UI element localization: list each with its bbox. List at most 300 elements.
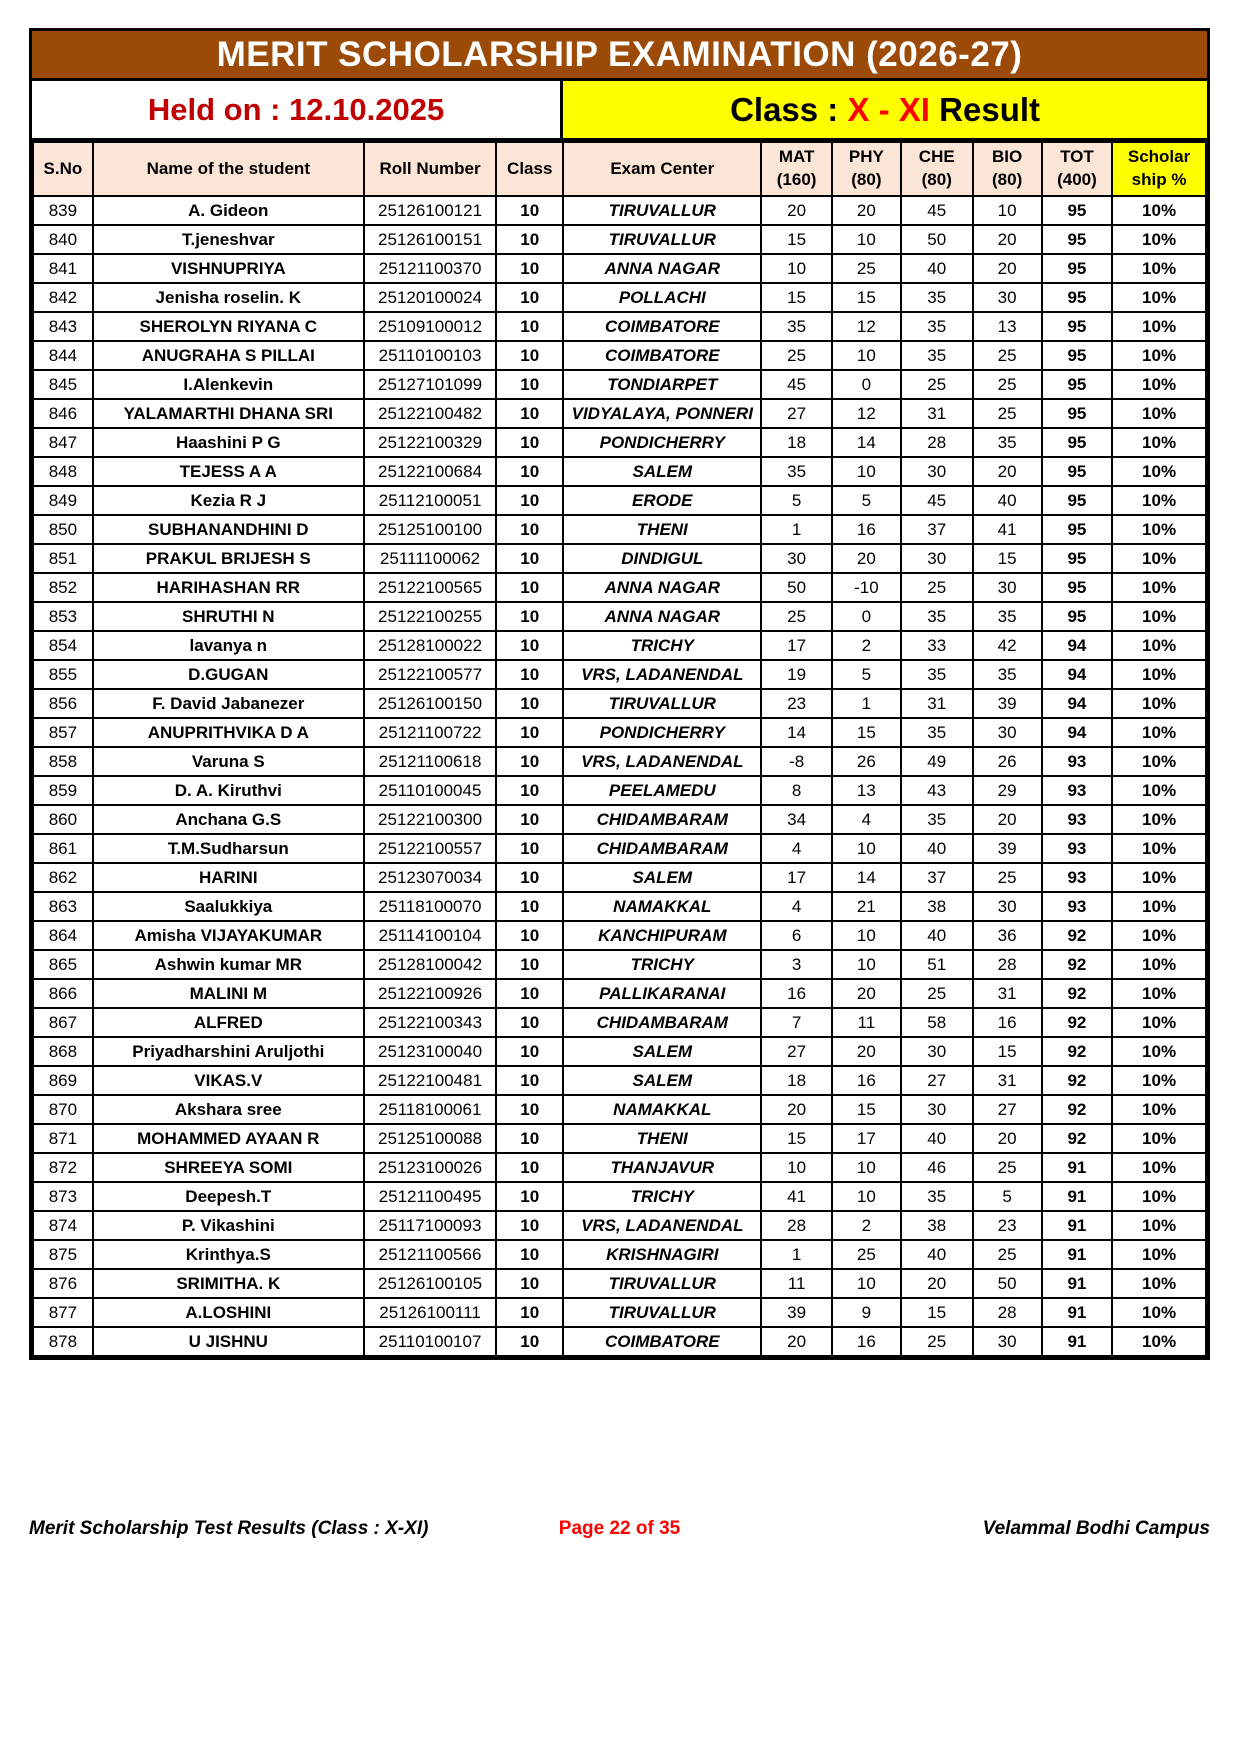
cell-scholarship-percent: 10% bbox=[1112, 892, 1206, 921]
cell-roll-number: 25122100481 bbox=[364, 1066, 497, 1095]
cell-exam-center: KANCHIPURAM bbox=[563, 921, 761, 950]
cell-sno: 868 bbox=[33, 1037, 93, 1066]
cell-bio-score: 36 bbox=[973, 921, 1042, 950]
cell-scholarship-percent: 10% bbox=[1112, 1182, 1206, 1211]
cell-bio-score: 25 bbox=[973, 863, 1042, 892]
table-row bbox=[33, 341, 1206, 370]
cell-mat-score: 6 bbox=[761, 921, 831, 950]
table-row bbox=[33, 428, 1206, 457]
cell-total-score: 91 bbox=[1042, 1327, 1112, 1356]
cell-sno: 863 bbox=[33, 892, 93, 921]
header-bio: BIO (80) bbox=[973, 142, 1042, 196]
cell-bio-score: 50 bbox=[973, 1269, 1042, 1298]
cell-scholarship-percent: 10% bbox=[1112, 1037, 1206, 1066]
cell-student-name: Jenisha roselin. K bbox=[93, 283, 364, 312]
cell-exam-center: CHIDAMBARAM bbox=[563, 834, 761, 863]
cell-sno: 859 bbox=[33, 776, 93, 805]
cell-student-name: D. A. Kiruthvi bbox=[93, 776, 364, 805]
header-row bbox=[33, 142, 1206, 196]
cell-class: 10 bbox=[496, 602, 563, 631]
table-row bbox=[33, 776, 1206, 805]
cell-bio-score: 16 bbox=[973, 1008, 1042, 1037]
cell-bio-score: 20 bbox=[973, 254, 1042, 283]
cell-roll-number: 25122100565 bbox=[364, 573, 497, 602]
cell-roll-number: 25120100024 bbox=[364, 283, 497, 312]
cell-che-score: 45 bbox=[901, 196, 973, 225]
cell-mat-score: 4 bbox=[761, 892, 831, 921]
cell-roll-number: 25125100100 bbox=[364, 515, 497, 544]
cell-scholarship-percent: 10% bbox=[1112, 225, 1206, 254]
cell-phy-score: 10 bbox=[832, 341, 901, 370]
cell-che-score: 35 bbox=[901, 602, 973, 631]
cell-class: 10 bbox=[496, 660, 563, 689]
cell-class: 10 bbox=[496, 1240, 563, 1269]
cell-exam-center: ANNA NAGAR bbox=[563, 573, 761, 602]
cell-class: 10 bbox=[496, 689, 563, 718]
cell-total-score: 91 bbox=[1042, 1153, 1112, 1182]
cell-student-name: Krinthya.S bbox=[93, 1240, 364, 1269]
cell-bio-score: 41 bbox=[973, 515, 1042, 544]
cell-sno: 858 bbox=[33, 747, 93, 776]
cell-roll-number: 25122100577 bbox=[364, 660, 497, 689]
cell-scholarship-percent: 10% bbox=[1112, 196, 1206, 225]
cell-roll-number: 25122100684 bbox=[364, 457, 497, 486]
cell-total-score: 93 bbox=[1042, 834, 1112, 863]
cell-total-score: 93 bbox=[1042, 892, 1112, 921]
cell-roll-number: 25110100107 bbox=[364, 1327, 497, 1356]
cell-exam-center: TRICHY bbox=[563, 950, 761, 979]
cell-che-score: 30 bbox=[901, 457, 973, 486]
table-row bbox=[33, 631, 1206, 660]
cell-student-name: T.M.Sudharsun bbox=[93, 834, 364, 863]
cell-bio-score: 28 bbox=[973, 1298, 1042, 1327]
cell-class: 10 bbox=[496, 892, 563, 921]
cell-scholarship-percent: 10% bbox=[1112, 602, 1206, 631]
cell-student-name: Deepesh.T bbox=[93, 1182, 364, 1211]
cell-mat-score: 35 bbox=[761, 312, 831, 341]
cell-class: 10 bbox=[496, 979, 563, 1008]
cell-class: 10 bbox=[496, 1008, 563, 1037]
cell-class: 10 bbox=[496, 1269, 563, 1298]
table-row bbox=[33, 1211, 1206, 1240]
cell-class: 10 bbox=[496, 1327, 563, 1356]
cell-che-score: 40 bbox=[901, 921, 973, 950]
cell-total-score: 95 bbox=[1042, 254, 1112, 283]
cell-sno: 871 bbox=[33, 1124, 93, 1153]
cell-bio-score: 27 bbox=[973, 1095, 1042, 1124]
cell-mat-score: 10 bbox=[761, 254, 831, 283]
header-exam-center: Exam Center bbox=[563, 142, 761, 196]
cell-sno: 839 bbox=[33, 196, 93, 225]
cell-sno: 840 bbox=[33, 225, 93, 254]
cell-sno: 869 bbox=[33, 1066, 93, 1095]
cell-scholarship-percent: 10% bbox=[1112, 544, 1206, 573]
results-table bbox=[32, 141, 1207, 1357]
cell-mat-score: 17 bbox=[761, 863, 831, 892]
table-row bbox=[33, 1066, 1206, 1095]
cell-roll-number: 25122100343 bbox=[364, 1008, 497, 1037]
cell-che-score: 31 bbox=[901, 689, 973, 718]
cell-bio-score: 25 bbox=[973, 1153, 1042, 1182]
cell-total-score: 92 bbox=[1042, 950, 1112, 979]
cell-student-name: SUBHANANDHINI D bbox=[93, 515, 364, 544]
cell-che-score: 58 bbox=[901, 1008, 973, 1037]
cell-scholarship-percent: 10% bbox=[1112, 341, 1206, 370]
cell-student-name: SHEROLYN RIYANA C bbox=[93, 312, 364, 341]
header-mat: MAT (160) bbox=[761, 142, 831, 196]
cell-total-score: 95 bbox=[1042, 399, 1112, 428]
cell-roll-number: 25110100103 bbox=[364, 341, 497, 370]
cell-class: 10 bbox=[496, 950, 563, 979]
cell-bio-score: 30 bbox=[973, 718, 1042, 747]
cell-total-score: 91 bbox=[1042, 1182, 1112, 1211]
cell-total-score: 91 bbox=[1042, 1240, 1112, 1269]
cell-class: 10 bbox=[496, 486, 563, 515]
cell-class: 10 bbox=[496, 283, 563, 312]
cell-sno: 843 bbox=[33, 312, 93, 341]
cell-scholarship-percent: 10% bbox=[1112, 428, 1206, 457]
table-row bbox=[33, 1298, 1206, 1327]
cell-class: 10 bbox=[496, 776, 563, 805]
cell-phy-score: 0 bbox=[832, 370, 901, 399]
cell-bio-score: 23 bbox=[973, 1211, 1042, 1240]
cell-phy-score: 2 bbox=[832, 631, 901, 660]
cell-bio-score: 5 bbox=[973, 1182, 1042, 1211]
cell-sno: 845 bbox=[33, 370, 93, 399]
cell-bio-score: 30 bbox=[973, 892, 1042, 921]
cell-roll-number: 25121100618 bbox=[364, 747, 497, 776]
cell-roll-number: 25127101099 bbox=[364, 370, 497, 399]
title-bar bbox=[32, 31, 1207, 81]
header-che: CHE (80) bbox=[901, 142, 973, 196]
cell-exam-center: NAMAKKAL bbox=[563, 1095, 761, 1124]
cell-student-name: lavanya n bbox=[93, 631, 364, 660]
cell-exam-center: NAMAKKAL bbox=[563, 892, 761, 921]
cell-che-score: 37 bbox=[901, 863, 973, 892]
cell-che-score: 35 bbox=[901, 660, 973, 689]
cell-che-score: 38 bbox=[901, 1211, 973, 1240]
cell-scholarship-percent: 10% bbox=[1112, 486, 1206, 515]
results-sheet bbox=[29, 28, 1210, 1360]
table-row bbox=[33, 196, 1206, 225]
cell-roll-number: 25118100070 bbox=[364, 892, 497, 921]
cell-phy-score: 16 bbox=[832, 515, 901, 544]
cell-sno: 851 bbox=[33, 544, 93, 573]
cell-mat-score: 25 bbox=[761, 341, 831, 370]
cell-roll-number: 25122100329 bbox=[364, 428, 497, 457]
cell-total-score: 95 bbox=[1042, 457, 1112, 486]
cell-exam-center: ERODE bbox=[563, 486, 761, 515]
cell-student-name: Anchana G.S bbox=[93, 805, 364, 834]
cell-sno: 877 bbox=[33, 1298, 93, 1327]
cell-class: 10 bbox=[496, 718, 563, 747]
cell-mat-score: 18 bbox=[761, 1066, 831, 1095]
cell-scholarship-percent: 10% bbox=[1112, 776, 1206, 805]
cell-mat-score: 1 bbox=[761, 515, 831, 544]
cell-class: 10 bbox=[496, 1211, 563, 1240]
cell-scholarship-percent: 10% bbox=[1112, 747, 1206, 776]
cell-phy-score: 15 bbox=[832, 718, 901, 747]
cell-phy-score: 20 bbox=[832, 979, 901, 1008]
cell-roll-number: 25121100495 bbox=[364, 1182, 497, 1211]
cell-scholarship-percent: 10% bbox=[1112, 457, 1206, 486]
cell-mat-score: 30 bbox=[761, 544, 831, 573]
cell-roll-number: 25122100482 bbox=[364, 399, 497, 428]
cell-che-score: 20 bbox=[901, 1269, 973, 1298]
cell-bio-score: 40 bbox=[973, 486, 1042, 515]
cell-roll-number: 25122100557 bbox=[364, 834, 497, 863]
cell-bio-score: 29 bbox=[973, 776, 1042, 805]
cell-exam-center: SALEM bbox=[563, 1037, 761, 1066]
cell-sno: 848 bbox=[33, 457, 93, 486]
cell-sno: 849 bbox=[33, 486, 93, 515]
cell-che-score: 40 bbox=[901, 1240, 973, 1269]
cell-class: 10 bbox=[496, 399, 563, 428]
table-row bbox=[33, 834, 1206, 863]
cell-che-score: 30 bbox=[901, 544, 973, 573]
cell-class: 10 bbox=[496, 805, 563, 834]
class-result-highlight: X - XI bbox=[847, 90, 930, 128]
held-on-cell bbox=[32, 81, 563, 138]
cell-phy-score: 25 bbox=[832, 1240, 901, 1269]
cell-exam-center: THENI bbox=[563, 1124, 761, 1153]
cell-exam-center: VRS, LADANENDAL bbox=[563, 660, 761, 689]
cell-che-score: 25 bbox=[901, 1327, 973, 1356]
cell-bio-score: 25 bbox=[973, 341, 1042, 370]
cell-phy-score: 15 bbox=[832, 1095, 901, 1124]
cell-bio-score: 25 bbox=[973, 399, 1042, 428]
cell-scholarship-percent: 10% bbox=[1112, 689, 1206, 718]
cell-roll-number: 25110100045 bbox=[364, 776, 497, 805]
cell-sno: 873 bbox=[33, 1182, 93, 1211]
cell-student-name: HARINI bbox=[93, 863, 364, 892]
table-row bbox=[33, 718, 1206, 747]
cell-total-score: 95 bbox=[1042, 573, 1112, 602]
cell-exam-center: PONDICHERRY bbox=[563, 718, 761, 747]
cell-che-score: 40 bbox=[901, 1124, 973, 1153]
cell-total-score: 95 bbox=[1042, 602, 1112, 631]
cell-student-name: SHREEYA SOMI bbox=[93, 1153, 364, 1182]
cell-class: 10 bbox=[496, 1095, 563, 1124]
cell-phy-score: 21 bbox=[832, 892, 901, 921]
cell-total-score: 91 bbox=[1042, 1211, 1112, 1240]
cell-scholarship-percent: 10% bbox=[1112, 283, 1206, 312]
sub-header-row bbox=[32, 81, 1207, 141]
cell-total-score: 95 bbox=[1042, 341, 1112, 370]
cell-sno: 854 bbox=[33, 631, 93, 660]
cell-che-score: 37 bbox=[901, 515, 973, 544]
cell-class: 10 bbox=[496, 370, 563, 399]
cell-che-score: 40 bbox=[901, 254, 973, 283]
cell-sno: 855 bbox=[33, 660, 93, 689]
cell-roll-number: 25128100042 bbox=[364, 950, 497, 979]
cell-phy-score: 12 bbox=[832, 312, 901, 341]
cell-bio-score: 26 bbox=[973, 747, 1042, 776]
cell-class: 10 bbox=[496, 1124, 563, 1153]
cell-scholarship-percent: 10% bbox=[1112, 631, 1206, 660]
cell-total-score: 92 bbox=[1042, 1066, 1112, 1095]
cell-phy-score: 9 bbox=[832, 1298, 901, 1327]
cell-sno: 865 bbox=[33, 950, 93, 979]
cell-bio-score: 31 bbox=[973, 979, 1042, 1008]
cell-mat-score: 7 bbox=[761, 1008, 831, 1037]
cell-total-score: 92 bbox=[1042, 921, 1112, 950]
cell-sno: 875 bbox=[33, 1240, 93, 1269]
cell-roll-number: 25112100051 bbox=[364, 486, 497, 515]
cell-scholarship-percent: 10% bbox=[1112, 921, 1206, 950]
cell-mat-score: 18 bbox=[761, 428, 831, 457]
cell-sno: 864 bbox=[33, 921, 93, 950]
table-row bbox=[33, 1095, 1206, 1124]
cell-roll-number: 25126100150 bbox=[364, 689, 497, 718]
cell-exam-center: COIMBATORE bbox=[563, 341, 761, 370]
cell-mat-score: 15 bbox=[761, 225, 831, 254]
cell-che-score: 28 bbox=[901, 428, 973, 457]
cell-che-score: 30 bbox=[901, 1095, 973, 1124]
cell-exam-center: ANNA NAGAR bbox=[563, 254, 761, 283]
header-sno: S.No bbox=[33, 142, 93, 196]
cell-student-name: D.GUGAN bbox=[93, 660, 364, 689]
cell-student-name: VIKAS.V bbox=[93, 1066, 364, 1095]
cell-roll-number: 25111100062 bbox=[364, 544, 497, 573]
cell-mat-score: 20 bbox=[761, 1095, 831, 1124]
cell-scholarship-percent: 10% bbox=[1112, 950, 1206, 979]
page-footer bbox=[29, 1518, 1210, 1540]
cell-class: 10 bbox=[496, 196, 563, 225]
cell-che-score: 49 bbox=[901, 747, 973, 776]
cell-phy-score: 11 bbox=[832, 1008, 901, 1037]
table-row bbox=[33, 892, 1206, 921]
cell-student-name: P. Vikashini bbox=[93, 1211, 364, 1240]
cell-student-name: I.Alenkevin bbox=[93, 370, 364, 399]
cell-student-name: HARIHASHAN RR bbox=[93, 573, 364, 602]
table-row bbox=[33, 660, 1206, 689]
cell-exam-center: PONDICHERRY bbox=[563, 428, 761, 457]
cell-class: 10 bbox=[496, 834, 563, 863]
cell-total-score: 95 bbox=[1042, 283, 1112, 312]
table-row bbox=[33, 1037, 1206, 1066]
cell-scholarship-percent: 10% bbox=[1112, 515, 1206, 544]
cell-total-score: 95 bbox=[1042, 544, 1112, 573]
cell-che-score: 35 bbox=[901, 283, 973, 312]
cell-mat-score: 5 bbox=[761, 486, 831, 515]
table-row bbox=[33, 1182, 1206, 1211]
cell-student-name: SHRUTHI N bbox=[93, 602, 364, 631]
cell-phy-score: 16 bbox=[832, 1066, 901, 1095]
cell-mat-score: 17 bbox=[761, 631, 831, 660]
cell-roll-number: 25117100093 bbox=[364, 1211, 497, 1240]
cell-roll-number: 25126100105 bbox=[364, 1269, 497, 1298]
table-row bbox=[33, 805, 1206, 834]
cell-student-name: Varuna S bbox=[93, 747, 364, 776]
cell-roll-number: 25122100300 bbox=[364, 805, 497, 834]
cell-mat-score: 27 bbox=[761, 399, 831, 428]
cell-student-name: ALFRED bbox=[93, 1008, 364, 1037]
cell-roll-number: 25126100121 bbox=[364, 196, 497, 225]
cell-che-score: 15 bbox=[901, 1298, 973, 1327]
cell-exam-center: PEELAMEDU bbox=[563, 776, 761, 805]
cell-scholarship-percent: 10% bbox=[1112, 660, 1206, 689]
cell-bio-score: 25 bbox=[973, 370, 1042, 399]
cell-exam-center: PALLIKARANAI bbox=[563, 979, 761, 1008]
results-table-body bbox=[33, 196, 1206, 1356]
cell-scholarship-percent: 10% bbox=[1112, 863, 1206, 892]
cell-che-score: 30 bbox=[901, 1037, 973, 1066]
cell-che-score: 25 bbox=[901, 573, 973, 602]
header-roll-number: Roll Number bbox=[364, 142, 497, 196]
cell-scholarship-percent: 10% bbox=[1112, 718, 1206, 747]
cell-sno: 842 bbox=[33, 283, 93, 312]
cell-scholarship-percent: 10% bbox=[1112, 254, 1206, 283]
table-row bbox=[33, 283, 1206, 312]
table-row bbox=[33, 1269, 1206, 1298]
cell-che-score: 31 bbox=[901, 399, 973, 428]
cell-exam-center: VIDYALAYA, PONNERI bbox=[563, 399, 761, 428]
cell-phy-score: 16 bbox=[832, 1327, 901, 1356]
cell-scholarship-percent: 10% bbox=[1112, 312, 1206, 341]
cell-total-score: 93 bbox=[1042, 747, 1112, 776]
cell-scholarship-percent: 10% bbox=[1112, 1153, 1206, 1182]
cell-student-name: MALINI M bbox=[93, 979, 364, 1008]
cell-class: 10 bbox=[496, 1037, 563, 1066]
cell-roll-number: 25121100370 bbox=[364, 254, 497, 283]
cell-mat-score: 20 bbox=[761, 196, 831, 225]
cell-student-name: Priyadharshini Aruljothi bbox=[93, 1037, 364, 1066]
cell-phy-score: 17 bbox=[832, 1124, 901, 1153]
cell-mat-score: 50 bbox=[761, 573, 831, 602]
cell-class: 10 bbox=[496, 863, 563, 892]
cell-total-score: 95 bbox=[1042, 225, 1112, 254]
cell-che-score: 25 bbox=[901, 979, 973, 1008]
cell-roll-number: 25128100022 bbox=[364, 631, 497, 660]
cell-phy-score: 5 bbox=[832, 486, 901, 515]
cell-mat-score: 28 bbox=[761, 1211, 831, 1240]
cell-mat-score: 14 bbox=[761, 718, 831, 747]
cell-bio-score: 20 bbox=[973, 225, 1042, 254]
table-row bbox=[33, 254, 1206, 283]
cell-student-name: T.jeneshvar bbox=[93, 225, 364, 254]
cell-class: 10 bbox=[496, 1153, 563, 1182]
cell-student-name: ANUGRAHA S PILLAI bbox=[93, 341, 364, 370]
cell-student-name: A.LOSHINI bbox=[93, 1298, 364, 1327]
cell-scholarship-percent: 10% bbox=[1112, 1240, 1206, 1269]
table-row bbox=[33, 747, 1206, 776]
table-row bbox=[33, 370, 1206, 399]
page-title: MERIT SCHOLARSHIP EXAMINATION (2026-27) bbox=[216, 34, 1023, 74]
cell-total-score: 92 bbox=[1042, 979, 1112, 1008]
cell-phy-score: 26 bbox=[832, 747, 901, 776]
cell-student-name: TEJESS A A bbox=[93, 457, 364, 486]
cell-class: 10 bbox=[496, 515, 563, 544]
cell-roll-number: 25121100722 bbox=[364, 718, 497, 747]
cell-sno: 841 bbox=[33, 254, 93, 283]
cell-exam-center: CHIDAMBARAM bbox=[563, 1008, 761, 1037]
cell-student-name: Haashini P G bbox=[93, 428, 364, 457]
cell-exam-center: TIRUVALLUR bbox=[563, 1269, 761, 1298]
cell-exam-center: TRICHY bbox=[563, 1182, 761, 1211]
cell-phy-score: 4 bbox=[832, 805, 901, 834]
cell-total-score: 92 bbox=[1042, 1008, 1112, 1037]
cell-exam-center: THENI bbox=[563, 515, 761, 544]
cell-roll-number: 25126100151 bbox=[364, 225, 497, 254]
cell-mat-score: 16 bbox=[761, 979, 831, 1008]
cell-student-name: PRAKUL BRIJESH S bbox=[93, 544, 364, 573]
cell-sno: 847 bbox=[33, 428, 93, 457]
cell-mat-score: 41 bbox=[761, 1182, 831, 1211]
cell-mat-score: 39 bbox=[761, 1298, 831, 1327]
table-row bbox=[33, 950, 1206, 979]
cell-phy-score: 20 bbox=[832, 1037, 901, 1066]
